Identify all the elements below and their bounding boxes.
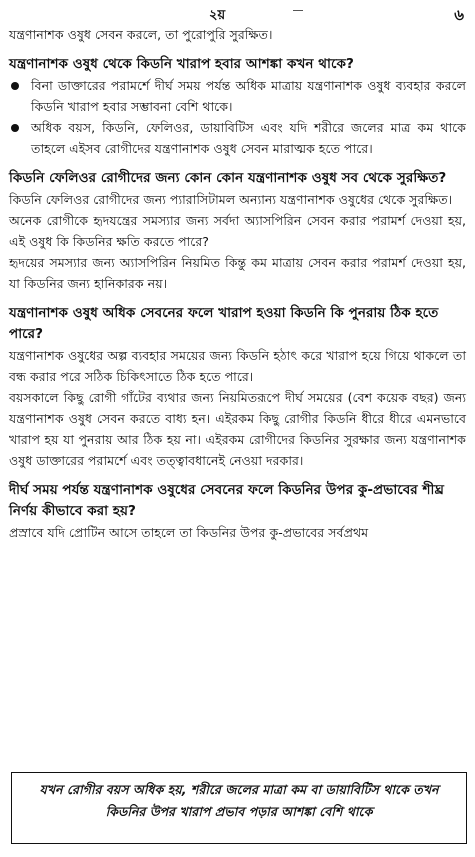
callout-text: যখন রোগীর বয়স অধিক হয়, শরীরে জলের মাত্রা কম বা ডায়াবিটিস থাকে তখন কিডনির উপর খারাপ প্রভাব পড়ার আশঙ্কা বেশি থাকে [39,782,439,819]
paragraph: হৃদয়ের সমস্যার জন্য অ্যাসপিরিন নিয়মিত কিন্তু কম মাত্রায় সেবন করার পরামর্শ দেওয়া হয়, যা কিডনির জন্য হানিকারক নয়। [9,255,466,291]
header-rule [293,10,303,11]
paragraph: কিডনি ফেলিওর রোগীদের জন্য প্যারাসিটামল অন্যান্য যন্ত্রণানাশক ওষুধের থেকে সুরক্ষিত। [9,192,453,207]
bullet-item [9,75,466,117]
bullet-text: বিনা ডাক্তারের পরামর্শে দীর্ঘ সময় পর্যন্ত অধিক মাত্রায় যন্ত্রণানাশক ওষুধ ব্যবহার করলে কিডনি খারাপ হবার সম্ভাবনা বেশি থাকে। [31,78,466,114]
bullet-icon [11,82,19,90]
bullet-list [9,75,466,159]
section-heading: যন্ত্রণানাশক ওষুধ অধিক সেবনের ফলে খারাপ হওয়া কিডনি কি পুনরায় ঠিক হতে পারে? [9,305,439,342]
paragraph: যন্ত্রণানাশক ওষুধের অল্প ব্যবহার সময়ের জন্য কিডনি হঠাৎ করে খারাপ হয়ে গিয়ে থাকলে তা বন্ধ করার পরে সঠিক চিকিৎসাতে ঠিক হতে পারে। [9,348,466,384]
section-heading: কিডনি ফেলিওর রোগীদের জন্য কোন কোন যন্ত্রণানাশক ওষুধ সব থেকে সুরক্ষিত? [9,170,447,186]
chapter-title: ২য় [209,8,226,23]
page-header [9,0,466,24]
intro-paragraph: যন্ত্রণানাশক ওষুধ সেবন করলে, তা পুরোপুরি সুরক্ষিত। [9,27,273,42]
bullet-item [9,117,466,159]
paragraph: বয়সকালে কিছু রোগী গাঁটের ব্যথার জন্য নিয়মিতরূপে দীর্ঘ সময়ের (বেশ কয়েক বছর) জন্য যন্ত্রণানাশক ওষুধ সেবন করতে বাধ্য হন। এইরকম কিছু রোগীর কিডনি ধীরে ধীরে এমনভাবে খারাপ হয় যা পুনরায় আর ঠিক হয় না। এইরকম রোগীদের কিডনির সুরক্ষার জন্য যন্ত্রণানাশক ওষুধ ডাক্তারের পরামর্শে এবং তত্ত্বাবধানেই নেওয়া দরকার। [9,390,466,468]
bullet-text: অধিক বয়স, কিডনি, ফেলিওর, ডায়াবিটিস এবং যদি শরীরে জলের মাত্র কম থাকে তাহলে এইসব রোগীদের যন্ত্রণানাশক ওষুধ সেবন মারাত্মক হতে পারে। [31,120,466,156]
paragraph: অনেক রোগীকে হৃদযন্ত্রের সমস্যার জন্য সর্বদা অ্যাসপিরিন সেবন করার পরামর্শ দেওয়া হয়, এই ওষুধ কি কিডনির ক্ষতি করতে পারে? [9,213,466,249]
document-page [9,0,466,543]
page-number: ৬ [454,6,464,24]
callout-box [11,772,467,844]
bullet-icon [11,124,19,132]
section-heading: দীর্ঘ সময় পর্যন্ত যন্ত্রণানাশক ওষুধের সেবনের ফলে কিডনির উপর কু-প্রভাবের শীঘ্র নির্ণয় কীভাবে করা হয়? [9,482,444,519]
section-heading: যন্ত্রণানাশক ওষুধ থেকে কিডনি খারাপ হবার আশঙ্কা কখন থাকে? [9,56,354,72]
paragraph: প্রস্রাবে যদি প্রোটিন আসে তাহলে তা কিডনির উপর কু-প্রভাবের সর্বপ্রথম [9,525,369,540]
